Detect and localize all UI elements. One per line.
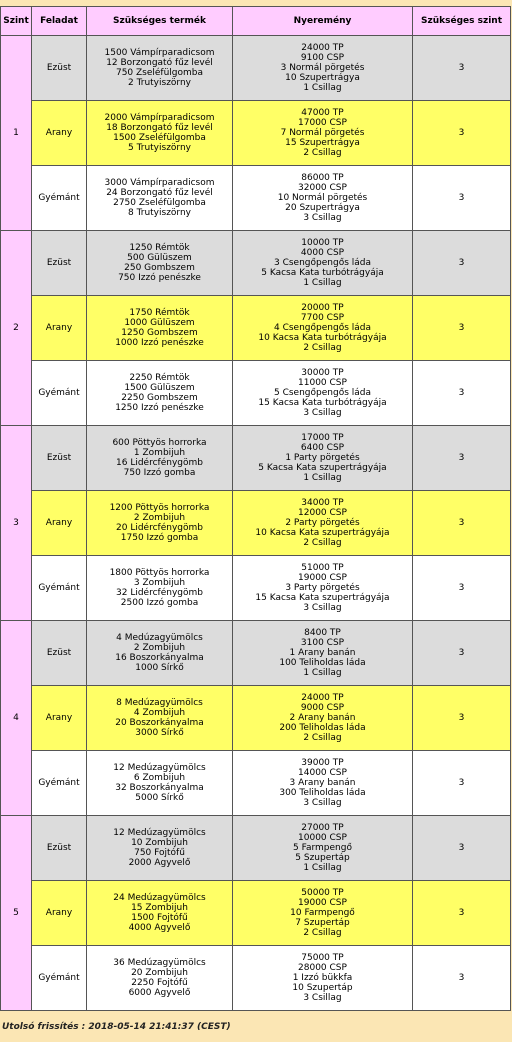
required-item: 1 Zombijuh	[133, 448, 186, 458]
required-items-cell	[87, 491, 233, 556]
required-item: 2250 Rémtök	[129, 373, 190, 383]
reward-item: 1 Csillag	[303, 83, 342, 93]
required-item: 20 Boszorkányalma	[115, 718, 204, 728]
reward-item: 10000 CSP	[298, 833, 347, 843]
reward-item: 4 Csengőpengős láda	[274, 323, 371, 333]
table-row	[1, 361, 511, 426]
reward-item: 51000 TP	[301, 563, 344, 573]
required-item: 1250 Izzó penészke	[115, 403, 204, 413]
reward-item: 86000 TP	[301, 173, 344, 183]
table-row	[1, 881, 511, 946]
reward-item: 200 Teliholdas láda	[279, 723, 366, 733]
required-item: 1500 Gülüszem	[124, 383, 195, 393]
table-row	[1, 946, 511, 1011]
required-item: 600 Pöttyös horrorka	[112, 438, 207, 448]
table-row	[1, 36, 511, 101]
required-item: 5 Trutyiszörny	[127, 143, 191, 153]
required-level-cell: 3	[413, 621, 511, 686]
required-items-cell	[87, 361, 233, 426]
table-row	[1, 621, 511, 686]
reward-item: 3 Csillag	[303, 408, 342, 418]
reward-item: 5 Csengőpengős láda	[274, 388, 371, 398]
header-required-level: Szükséges szint	[413, 7, 511, 36]
reward-item: 10 Normál pörgetés	[277, 193, 368, 203]
reward-item: 28000 CSP	[298, 963, 347, 973]
reward-item: 24000 TP	[301, 693, 344, 703]
required-item: 8 Trutyiszörny	[127, 208, 191, 218]
table-row	[1, 426, 511, 491]
reward-item: 7700 CSP	[300, 313, 345, 323]
required-item: 500 Gülüszem	[127, 253, 192, 263]
task-name-cell: Gyémánt	[32, 166, 87, 231]
level-cell: 2	[1, 231, 32, 426]
reward-cell	[233, 426, 413, 491]
required-item: 2750 Zseléfülgomba	[113, 198, 206, 208]
required-level-cell: 3	[413, 751, 511, 816]
required-level-cell: 3	[413, 946, 511, 1011]
reward-item: 1 Izzó bükkfa	[292, 973, 353, 983]
required-items-cell	[87, 881, 233, 946]
reward-item: 3 Csengőpengős láda	[274, 258, 371, 268]
required-item: 32 Boszorkányalma	[115, 783, 204, 793]
reward-cell	[233, 881, 413, 946]
required-item: 1250 Rémtök	[129, 243, 190, 253]
reward-item: 2 Csillag	[303, 148, 342, 158]
required-item: 1200 Pöttyös horrorka	[109, 503, 210, 513]
reward-item: 1 Party pörgetés	[285, 453, 360, 463]
required-items-cell	[87, 36, 233, 101]
required-item: 16 Lidércfénygömb	[116, 458, 203, 468]
task-name-cell: Ezüst	[32, 36, 87, 101]
reward-cell	[233, 751, 413, 816]
header-required-items: Szükséges termék	[87, 7, 233, 36]
reward-item: 10 Kacsa Kata turbótrágyája	[258, 333, 387, 343]
reward-item: 24000 TP	[301, 43, 344, 53]
reward-item: 300 Teliholdas láda	[279, 788, 366, 798]
reward-item: 19000 CSP	[298, 573, 347, 583]
reward-item: 10 Kacsa Kata szupertrágyája	[255, 528, 390, 538]
table-row	[1, 166, 511, 231]
last-updated-footer: Utolsó frissítés : 2018-05-14 21:41:37 (CEST)	[2, 1022, 231, 1032]
reward-cell	[233, 101, 413, 166]
reward-item: 50000 TP	[301, 888, 344, 898]
reward-item: 3 Arany banán	[289, 778, 356, 788]
required-level-cell: 3	[413, 296, 511, 361]
reward-item: 10 Szupertrágya	[285, 73, 360, 83]
required-item: 1500 Vámpírparadicsom	[104, 48, 215, 58]
required-item: 2000 Vámpírparadicsom	[104, 113, 215, 123]
required-level-cell: 3	[413, 101, 511, 166]
header-task: Feladat	[32, 7, 87, 36]
required-item: 1000 Sírkő	[135, 663, 184, 673]
reward-item: 4000 CSP	[300, 248, 345, 258]
reward-item: 5 Szupertáp	[295, 853, 350, 863]
reward-item: 3 Party pörgetés	[285, 583, 360, 593]
required-item: 20 Lidércfénygömb	[116, 523, 203, 533]
table-body	[1, 36, 511, 1011]
reward-cell	[233, 361, 413, 426]
reward-cell	[233, 556, 413, 621]
required-item: 3000 Vámpírparadicsom	[104, 178, 215, 188]
required-item: 750 Zseléfülgomba	[115, 68, 204, 78]
required-item: 32 Lidércfénygömb	[116, 588, 203, 598]
required-item: 2250 Gombszem	[121, 393, 198, 403]
reward-item: 8400 TP	[304, 628, 341, 638]
reward-cell	[233, 296, 413, 361]
required-items-cell	[87, 621, 233, 686]
required-item: 1800 Pöttyös horrorka	[109, 568, 210, 578]
reward-cell	[233, 686, 413, 751]
reward-item: 2 Csillag	[303, 538, 342, 548]
required-item: 3000 Sírkő	[135, 728, 184, 738]
reward-item: 11000 CSP	[298, 378, 347, 388]
reward-cell	[233, 231, 413, 296]
reward-cell	[233, 621, 413, 686]
reward-item: 1 Csillag	[303, 278, 342, 288]
required-item: 2500 Izzó gomba	[120, 598, 199, 608]
required-level-cell: 3	[413, 231, 511, 296]
reward-item: 19000 CSP	[298, 898, 347, 908]
required-item: 6000 Agyvelő	[128, 988, 191, 998]
reward-item: 17000 CSP	[298, 118, 347, 128]
required-item: 5000 Sírkő	[135, 793, 184, 803]
task-name-cell: Gyémánt	[32, 361, 87, 426]
required-item: 2000 Agyvelő	[128, 858, 191, 868]
reward-item: 20 Szupertrágya	[285, 203, 360, 213]
required-items-cell	[87, 426, 233, 491]
required-item: 1500 Zseléfülgomba	[113, 133, 206, 143]
task-name-cell: Arany	[32, 491, 87, 556]
level-cell: 4	[1, 621, 32, 816]
required-item: 1750 Rémtök	[129, 308, 190, 318]
required-item: 16 Boszorkányalma	[115, 653, 204, 663]
reward-item: 3 Normál pörgetés	[280, 63, 365, 73]
required-level-cell: 3	[413, 36, 511, 101]
reward-item: 34000 TP	[301, 498, 344, 508]
required-item: 36 Medúzagyümölcs	[113, 958, 206, 968]
reward-item: 30000 TP	[301, 368, 344, 378]
required-item: 18 Borzongató fűz levél	[106, 123, 213, 133]
reward-item: 5 Kacsa Kata szupertrágyája	[258, 463, 387, 473]
required-item: 1000 Izzó penészke	[115, 338, 204, 348]
reward-item: 2 Csillag	[303, 343, 342, 353]
reward-item: 1 Csillag	[303, 473, 342, 483]
required-level-cell: 3	[413, 491, 511, 556]
task-name-cell: Arany	[32, 101, 87, 166]
task-name-cell: Gyémánt	[32, 946, 87, 1011]
reward-item: 32000 CSP	[298, 183, 347, 193]
task-name-cell: Ezüst	[32, 816, 87, 881]
required-item: 12 Medúzagyümölcs	[113, 763, 206, 773]
required-item: 12 Medúzagyümölcs	[113, 828, 206, 838]
required-items-cell	[87, 946, 233, 1011]
required-items-cell	[87, 166, 233, 231]
header-reward: Nyeremény	[233, 7, 413, 36]
required-items-cell	[87, 101, 233, 166]
reward-item: 15 Szupertrágya	[285, 138, 360, 148]
table-row	[1, 816, 511, 881]
reward-cell	[233, 946, 413, 1011]
reward-item: 3 Csillag	[303, 993, 342, 1003]
reward-item: 3 Csillag	[303, 213, 342, 223]
required-item: 2250 Fojtófű	[131, 978, 188, 988]
reward-cell	[233, 166, 413, 231]
required-level-cell: 3	[413, 426, 511, 491]
table-row	[1, 491, 511, 556]
reward-item: 27000 TP	[301, 823, 344, 833]
required-item: 750 Izzó gomba	[123, 468, 196, 478]
required-items-cell	[87, 751, 233, 816]
task-name-cell: Arany	[32, 881, 87, 946]
required-item: 20 Zombijuh	[131, 968, 188, 978]
reward-item: 2 Party pörgetés	[285, 518, 360, 528]
header-level: Szint	[1, 7, 32, 36]
level-cell: 1	[1, 36, 32, 231]
required-items-cell	[87, 231, 233, 296]
level-cell: 5	[1, 816, 32, 1011]
reward-item: 9100 CSP	[300, 53, 345, 63]
required-item: 1750 Izzó gomba	[120, 533, 199, 543]
task-name-cell: Arany	[32, 296, 87, 361]
required-items-cell	[87, 816, 233, 881]
reward-item: 7 Szupertáp	[295, 918, 350, 928]
required-level-cell: 3	[413, 556, 511, 621]
reward-item: 9000 CSP	[300, 703, 345, 713]
reward-item: 2 Arany banán	[289, 713, 356, 723]
required-level-cell: 3	[413, 361, 511, 426]
reward-item: 5 Farmpengő	[293, 843, 352, 853]
required-item: 12 Borzongató fűz levél	[106, 58, 213, 68]
task-table	[0, 6, 511, 1011]
required-level-cell: 3	[413, 166, 511, 231]
required-item: 3 Zombijuh	[133, 578, 186, 588]
required-item: 24 Medúzagyümölcs	[113, 893, 206, 903]
reward-item: 15 Kacsa Kata szupertrágyája	[255, 593, 390, 603]
reward-item: 2 Csillag	[303, 733, 342, 743]
table-row	[1, 686, 511, 751]
reward-item: 10 Szupertáp	[292, 983, 353, 993]
task-name-cell: Ezüst	[32, 426, 87, 491]
required-item: 2 Zombijuh	[133, 513, 186, 523]
table-row	[1, 556, 511, 621]
reward-item: 20000 TP	[301, 303, 344, 313]
reward-item: 17000 TP	[301, 433, 344, 443]
task-name-cell: Arany	[32, 686, 87, 751]
required-item: 2 Trutyiszörny	[127, 78, 191, 88]
required-item: 24 Borzongató fűz levél	[106, 188, 213, 198]
header-row	[1, 7, 511, 36]
required-item: 1250 Gombszem	[121, 328, 198, 338]
reward-item: 1 Csillag	[303, 863, 342, 873]
required-item: 2 Zombijuh	[133, 643, 186, 653]
reward-item: 75000 TP	[301, 953, 344, 963]
required-items-cell	[87, 296, 233, 361]
reward-cell	[233, 36, 413, 101]
reward-item: 6400 CSP	[300, 443, 345, 453]
reward-item: 1 Csillag	[303, 668, 342, 678]
reward-cell	[233, 816, 413, 881]
reward-item: 100 Teliholdas láda	[279, 658, 366, 668]
required-item: 1000 Gülüszem	[124, 318, 195, 328]
required-item: 8 Medúzagyümölcs	[116, 698, 203, 708]
reward-item: 2 Csillag	[303, 928, 342, 938]
table-row	[1, 231, 511, 296]
reward-item: 14000 CSP	[298, 768, 347, 778]
required-item: 4 Medúzagyümölcs	[116, 633, 203, 643]
required-item: 250 Gombszem	[124, 263, 195, 273]
required-item: 4000 Agyvelő	[128, 923, 191, 933]
table-row	[1, 296, 511, 361]
reward-item: 5 Kacsa Kata turbótrágyája	[261, 268, 384, 278]
required-level-cell: 3	[413, 686, 511, 751]
reward-item: 1 Arany banán	[289, 648, 356, 658]
required-item: 750 Izzó penészke	[118, 273, 201, 283]
reward-item: 10 Farmpengő	[290, 908, 355, 918]
level-cell: 3	[1, 426, 32, 621]
reward-item: 15 Kacsa Kata turbótrágyája	[258, 398, 387, 408]
required-level-cell: 3	[413, 881, 511, 946]
reward-item: 12000 CSP	[298, 508, 347, 518]
reward-item: 10000 TP	[301, 238, 344, 248]
table-row	[1, 751, 511, 816]
required-item: 750 Fojtófű	[134, 848, 185, 858]
required-item: 15 Zombijuh	[131, 903, 188, 913]
required-level-cell: 3	[413, 816, 511, 881]
task-name-cell: Ezüst	[32, 231, 87, 296]
table-row	[1, 101, 511, 166]
reward-item: 3 Csillag	[303, 798, 342, 808]
required-item: 1500 Fojtófű	[131, 913, 188, 923]
required-item: 4 Zombijuh	[133, 708, 186, 718]
reward-item: 3 Csillag	[303, 603, 342, 613]
task-name-cell: Ezüst	[32, 621, 87, 686]
reward-cell	[233, 491, 413, 556]
reward-item: 47000 TP	[301, 108, 344, 118]
required-items-cell	[87, 556, 233, 621]
reward-item: 7 Normál pörgetés	[280, 128, 365, 138]
required-items-cell	[87, 686, 233, 751]
reward-item: 39000 TP	[301, 758, 344, 768]
required-item: 10 Zombijuh	[131, 838, 188, 848]
reward-item: 3100 CSP	[300, 638, 345, 648]
task-name-cell: Gyémánt	[32, 556, 87, 621]
task-name-cell: Gyémánt	[32, 751, 87, 816]
required-item: 6 Zombijuh	[133, 773, 186, 783]
